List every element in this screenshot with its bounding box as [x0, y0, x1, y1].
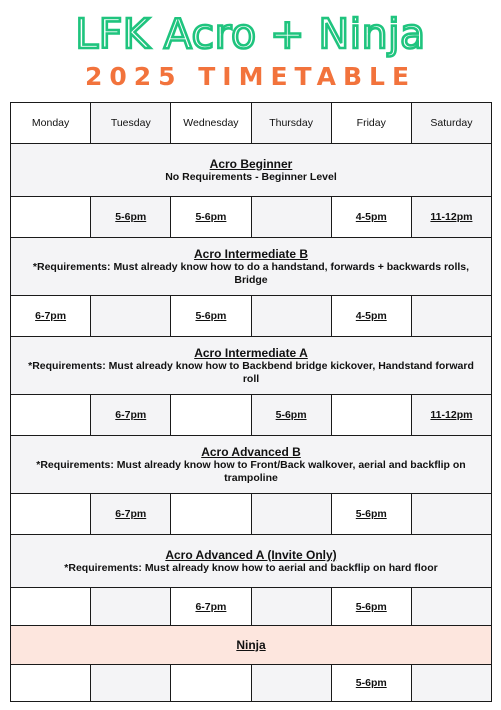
- time-cell-friday: [332, 395, 412, 436]
- time-cell-saturday: [412, 494, 492, 535]
- time-cell-wednesday: 5-6pm: [171, 197, 251, 238]
- class-requirements: No Requirements - Beginner Level: [165, 170, 337, 183]
- time-cell-saturday: 11-12pm: [412, 395, 492, 436]
- time-cell-thursday: [252, 588, 332, 626]
- time-cell-friday: 4-5pm: [332, 296, 412, 337]
- time-cell-monday: [11, 395, 91, 436]
- time-cell-friday: 5-6pm: [332, 494, 412, 535]
- day-header-saturday: Saturday: [412, 103, 492, 144]
- class-name: Acro Intermediate A: [194, 346, 308, 360]
- time-cell-wednesday: [171, 395, 251, 436]
- day-header-wednesday: Wednesday: [171, 103, 251, 144]
- class-band-ninja: [11, 626, 492, 665]
- class-name: Ninja: [236, 638, 266, 652]
- class-band-acro-intermediate-a: [11, 337, 492, 395]
- class-name: Acro Advanced B: [201, 445, 301, 459]
- day-header-thursday: Thursday: [252, 103, 332, 144]
- time-row-acro-intermediate-a: [11, 395, 492, 436]
- time-cell-tuesday: [91, 665, 171, 702]
- time-row-acro-beginner: [11, 197, 492, 238]
- time-cell-monday: [11, 494, 91, 535]
- time-cell-saturday: [412, 588, 492, 626]
- class-name: Acro Beginner: [209, 156, 293, 171]
- page-subtitle: 2025 TIMETABLE: [84, 62, 417, 91]
- class-requirements: *Requirements: Must already know how to Front/Back walkover, aerial and backflip on trampoline: [36, 459, 466, 484]
- class-band-acro-advanced-b: [11, 436, 492, 494]
- time-row-acro-intermediate-b: [11, 296, 492, 337]
- time-cell-thursday: [252, 197, 332, 238]
- time-cell-saturday: [412, 665, 492, 702]
- time-cell-tuesday: 6-7pm: [91, 395, 171, 436]
- time-cell-thursday: 5-6pm: [252, 395, 332, 436]
- time-cell-wednesday: [171, 494, 251, 535]
- class-name: Acro Advanced A (Invite Only): [165, 547, 337, 562]
- time-cell-thursday: [252, 296, 332, 337]
- day-header-row: [11, 103, 492, 144]
- time-cell-wednesday: [171, 665, 251, 702]
- time-row-ninja: [11, 665, 492, 702]
- time-cell-thursday: [252, 494, 332, 535]
- time-cell-friday: 4-5pm: [332, 197, 412, 238]
- time-cell-thursday: [252, 665, 332, 702]
- class-requirements: *Requirements: Must already know how to do a handstand, forwards + backwards rolls, Bridge: [32, 261, 470, 286]
- time-cell-tuesday: [91, 296, 171, 337]
- time-cell-saturday: [412, 296, 492, 337]
- time-cell-wednesday: 6-7pm: [171, 588, 251, 626]
- page-title: LFK Acro + Ninja: [75, 10, 426, 58]
- class-requirements: *Requirements: Must already know how to Backbend bridge kickover, Handstand forward roll: [28, 360, 474, 385]
- time-cell-friday: 5-6pm: [332, 665, 412, 702]
- time-cell-monday: 6-7pm: [11, 296, 91, 337]
- day-header-tuesday: Tuesday: [91, 103, 171, 144]
- time-cell-wednesday: 5-6pm: [171, 296, 251, 337]
- day-header-monday: Monday: [11, 103, 91, 144]
- time-cell-tuesday: [91, 588, 171, 626]
- time-cell-tuesday: 6-7pm: [91, 494, 171, 535]
- time-cell-monday: [11, 588, 91, 626]
- time-cell-friday: 5-6pm: [332, 588, 412, 626]
- class-band-acro-advanced-a: [11, 535, 492, 588]
- class-requirements: *Requirements: Must already know how to aerial and backflip on hard floor: [64, 561, 438, 574]
- time-row-acro-advanced-b: [11, 494, 492, 535]
- time-cell-monday: [11, 197, 91, 238]
- class-band-acro-beginner: [11, 144, 492, 197]
- timetable: [10, 102, 492, 702]
- time-cell-tuesday: 5-6pm: [91, 197, 171, 238]
- time-row-acro-advanced-a: [11, 588, 492, 626]
- class-band-acro-intermediate-b: [11, 238, 492, 296]
- time-cell-saturday: 11-12pm: [412, 197, 492, 238]
- time-cell-monday: [11, 665, 91, 702]
- class-name: Acro Intermediate B: [193, 247, 309, 261]
- day-header-friday: Friday: [332, 103, 412, 144]
